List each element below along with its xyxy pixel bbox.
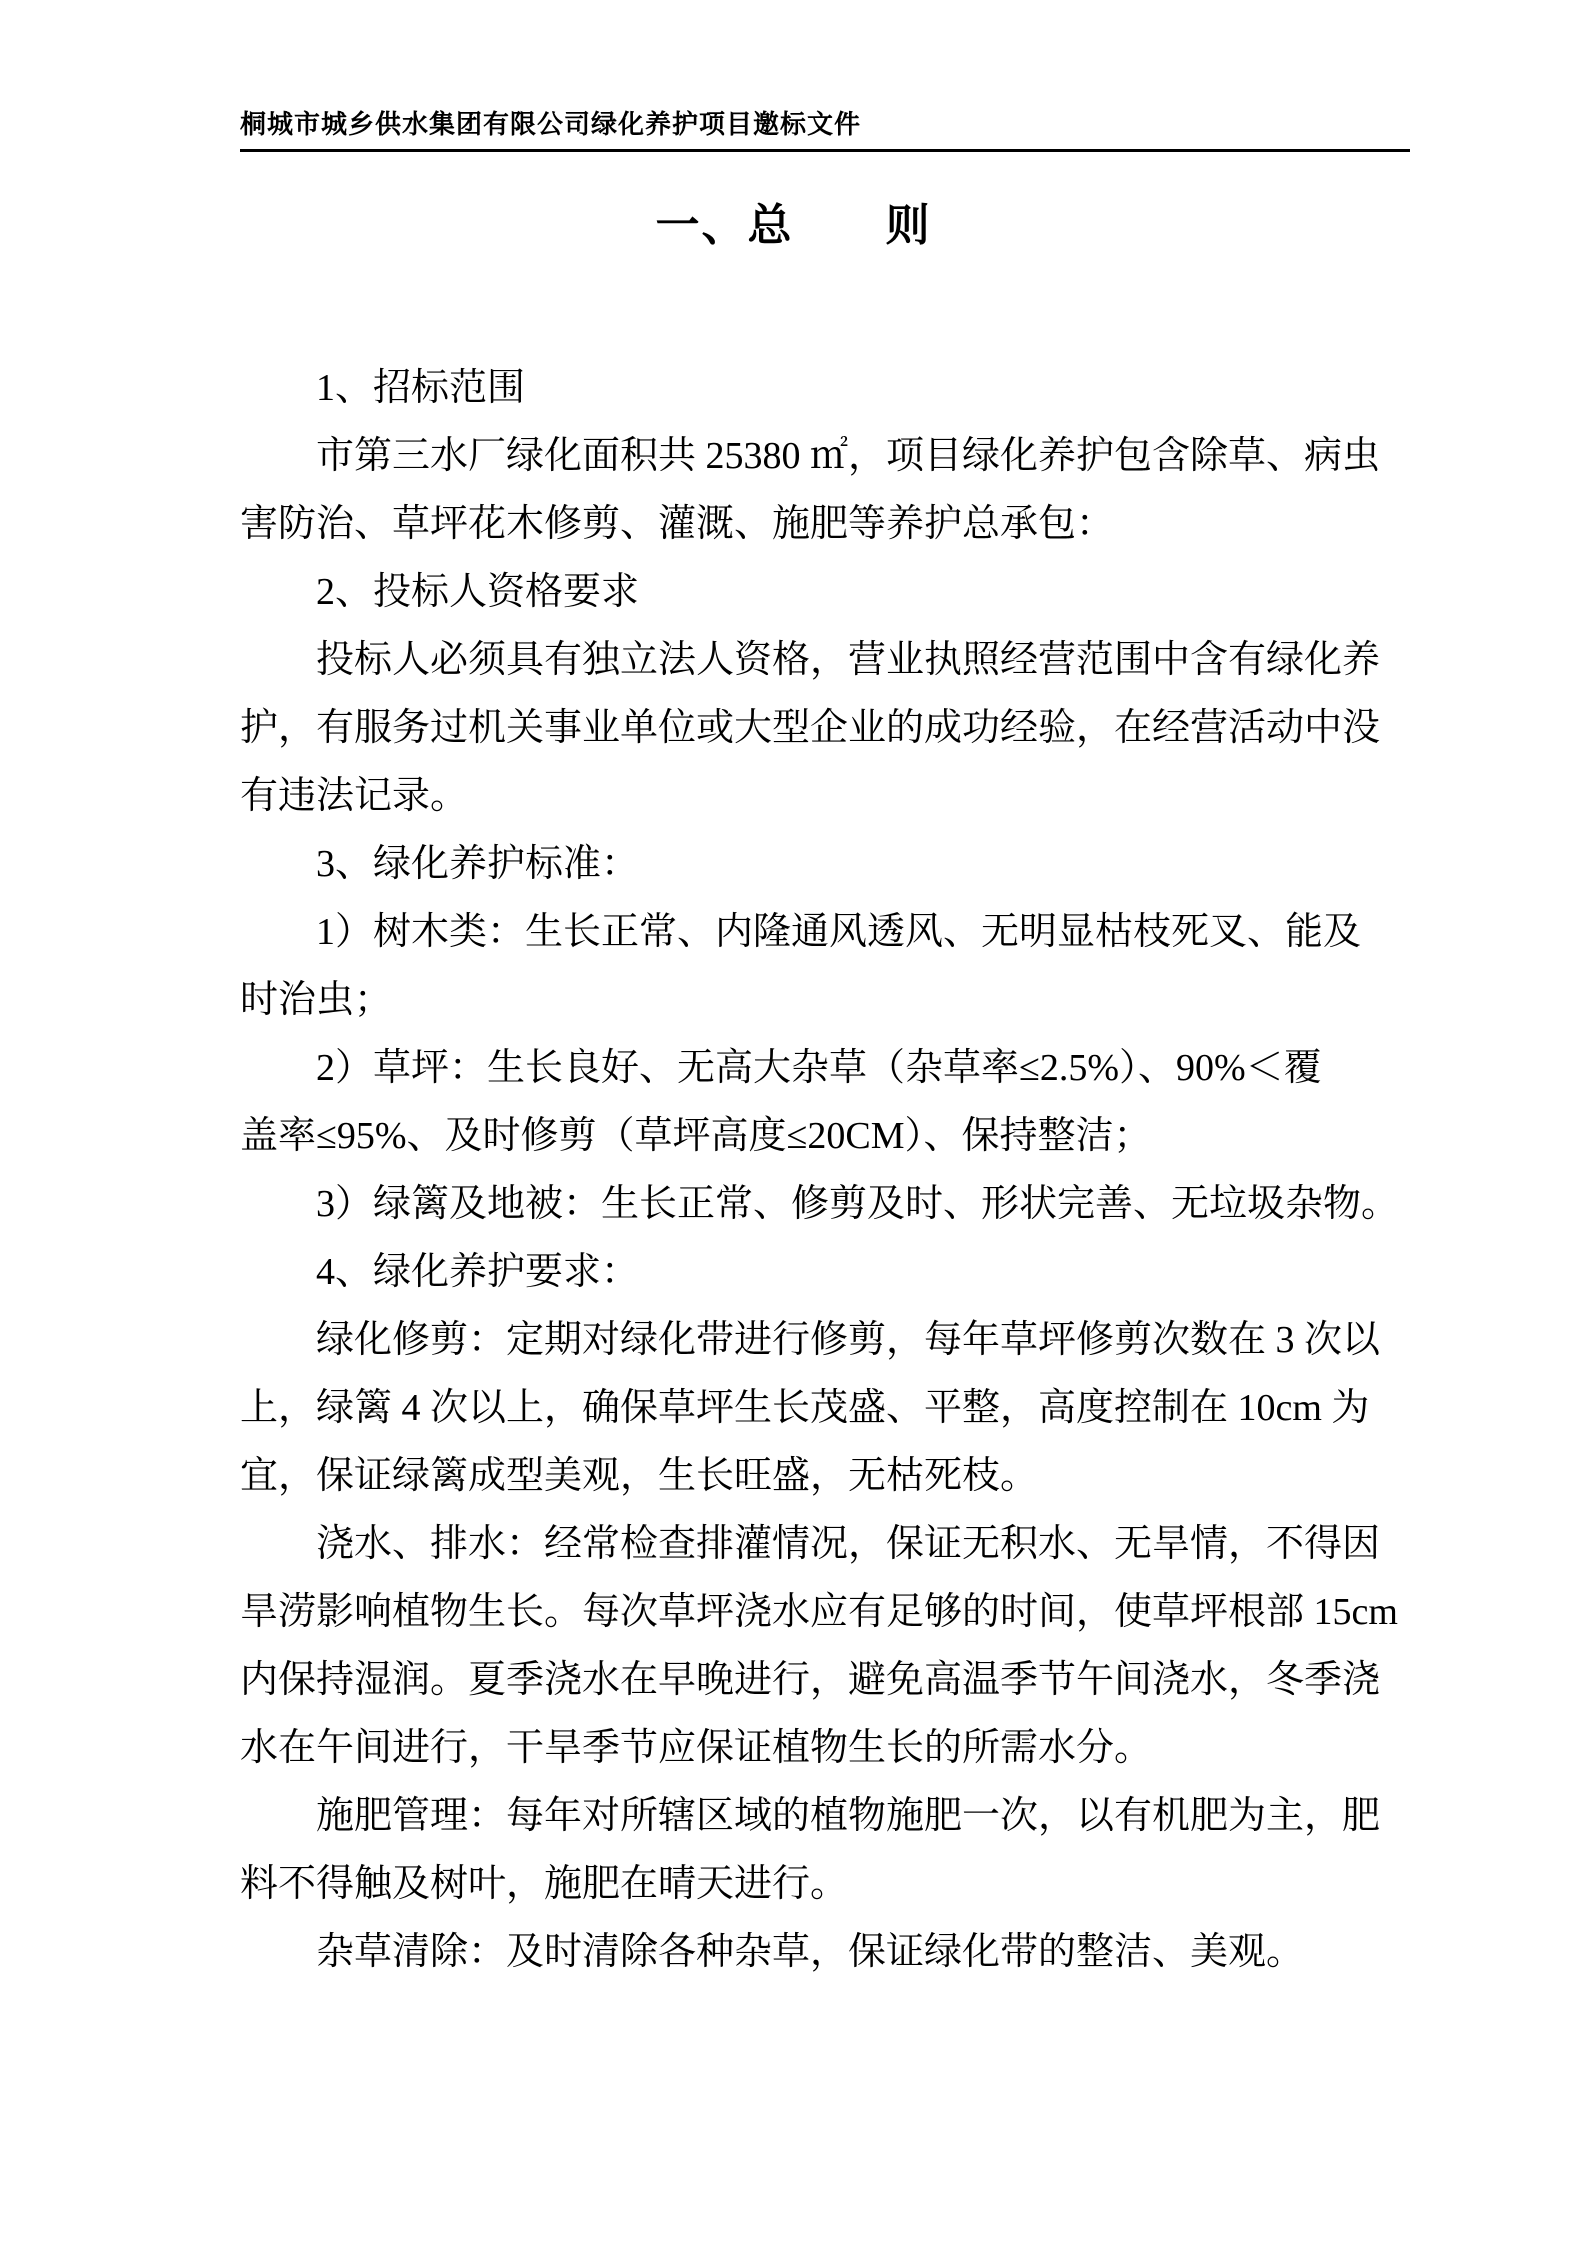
document-line: 市第三水厂绿化面积共 25380 ㎡，项目绿化养护包含除草、病虫: [240, 435, 1381, 477]
document-line: 绿化修剪：定期对绿化带进行修剪，每年草坪修剪次数在 3 次以: [240, 1319, 1381, 1361]
document-line: 1）树木类：生长正常、内隆通风透风、无明显枯枝死叉、能及: [240, 911, 1362, 953]
document-line: 有违法记录。: [240, 775, 469, 817]
document-line: 2）草坪：生长良好、无高大杂草（杂草率≤2.5%）、90%＜覆: [240, 1047, 1322, 1089]
document-line: 害防治、草坪花木修剪、灌溉、施肥等养护总承包：: [240, 503, 1115, 545]
document-line: 水在午间进行，干旱季节应保证植物生长的所需水分。: [240, 1727, 1153, 1769]
document-line: 施肥管理：每年对所辖区域的植物施肥一次，以有机肥为主，肥: [240, 1795, 1381, 1837]
document-line: 3）绿篱及地被：生长正常、修剪及时、形状完善、无垃圾杂物。: [240, 1183, 1400, 1225]
document-line: 料不得触及树叶，施肥在晴天进行。: [240, 1863, 849, 1905]
document-line: 盖率≤95%、及时修剪（草坪高度≤20CM）、保持整洁；: [240, 1115, 1152, 1157]
document-line: 4、绿化养护要求：: [240, 1251, 640, 1293]
page-header: 桐城市城乡供水集团有限公司绿化养护项目邀标文件: [240, 108, 1410, 152]
document-line: 投标人必须具有独立法人资格，营业执照经营范围中含有绿化养: [240, 639, 1381, 681]
document-line: 3、绿化养护标准：: [240, 843, 640, 885]
page-title: 一、总 则: [655, 201, 932, 250]
document-line: 旱涝影响植物生长。每次草坪浇水应有足够的时间，使草坪根部 15cm: [240, 1591, 1398, 1633]
document-line: 宜，保证绿篱成型美观，生长旺盛，无枯死枝。: [240, 1455, 1039, 1497]
document-line: 时治虫；: [240, 979, 393, 1021]
document-line: 杂草清除：及时清除各种杂草，保证绿化带的整洁、美观。: [240, 1931, 1305, 1973]
document-line: 护，有服务过机关事业单位或大型企业的成功经验，在经营活动中没: [240, 707, 1381, 749]
document-body: [240, 354, 1410, 1986]
document-line: 上，绿篱 4 次以上，确保草坪生长茂盛、平整，高度控制在 10cm 为: [240, 1387, 1370, 1429]
document-line: 1、招标范围: [240, 367, 526, 409]
document-line: 内保持湿润。夏季浇水在早晚进行，避免高温季节午间浇水，冬季浇: [240, 1659, 1381, 1701]
document-line: 浇水、排水：经常检查排灌情况，保证无积水、无旱情，不得因: [240, 1523, 1381, 1565]
document-line: 2、投标人资格要求: [240, 571, 640, 613]
